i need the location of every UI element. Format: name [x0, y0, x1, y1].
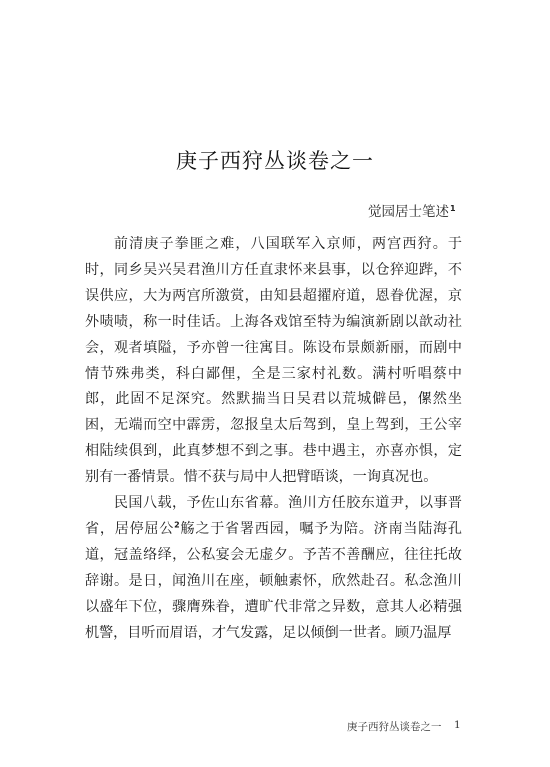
paragraph-2-text-part-2: 觞之于省署西园，嘱予为陪。济南当陆海孔道，冠盖络绎，公私宴会无虚夕。予苦不善酬应，往往托故辞谢。是日，闻渔川在座，顿触素怀，欣然赴召。私念渔川以盛年下位，骤膺殊眷，遭旷代非常之异数，意其人必精强机警，目听而眉语，才气发露，足以倾倒一世者。顾乃温厚	[85, 520, 462, 641]
footnote-marker: 2	[174, 520, 180, 530]
author-footnote-marker: 1	[450, 203, 456, 213]
paragraph-2-text-part-1: 民国八载，予佐山东省幕。渔川方任胶东道尹，以事晋省，居停屈公	[85, 495, 462, 537]
paragraph-1-text: 前清庚子拳匪之难，八国联军入京师，两宫西狩。于时，同乡吴兴吴君渔川方任直隶怀来县事，以仓猝迎跸，不误供应，大为两宫所激赏，由知县超擢府道，恩眷优渥，京外啧啧，称一时佳话。上海各戏馆至特为编演新剧以歆动社会，观者填隘，予亦曾一往寓目。陈设布景颇新丽，而剧中情节殊弗类，科白鄙俚，全是三家村礼数。满村听唱蔡中郎，此固不足深究。然默揣当日吴君以荒城僻邑，傫然坐困，无端而空中霹雳，忽报皇太后驾到，皇上驾到，王公宰相陆续俱到，此真梦想不到之事。巷中遇主，亦喜亦惧，定别有一番情景。惜不获与局中人把臂晤谈，一询真况也。	[85, 236, 462, 486]
chapter-title: 庚子西狩丛谈卷之一	[176, 149, 374, 173]
paragraph-1	[85, 232, 462, 491]
page-number: 1	[454, 719, 461, 731]
author-name: 觉园居士笔述	[368, 204, 449, 220]
running-head: 庚子西狩丛谈卷之一	[347, 721, 442, 733]
body-text	[85, 232, 462, 647]
paragraph-2	[85, 491, 462, 646]
author-line	[368, 200, 456, 220]
